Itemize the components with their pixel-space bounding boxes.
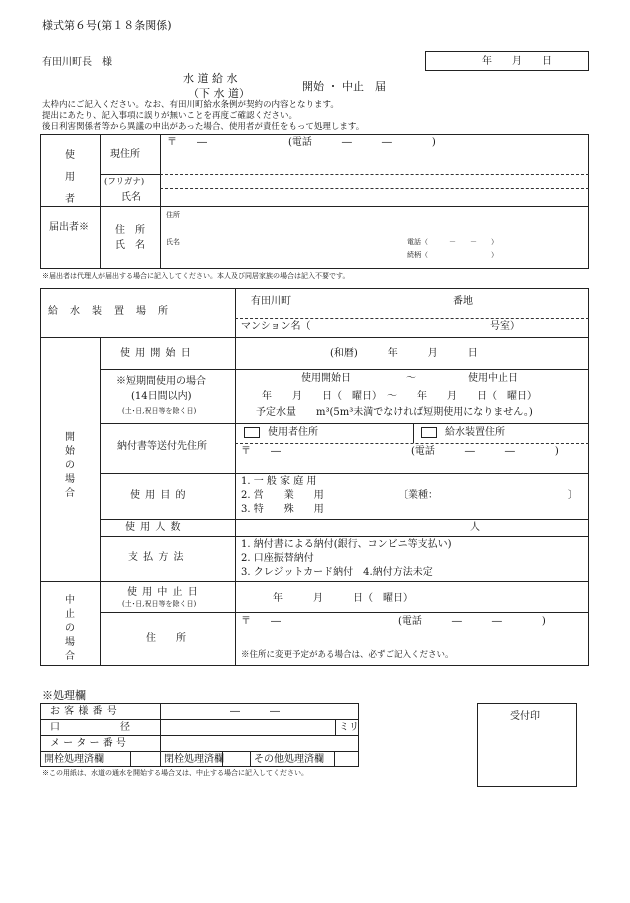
people-input[interactable] bbox=[236, 520, 466, 535]
date-placeholder: 年 月 日 bbox=[482, 56, 552, 67]
purpose-2[interactable]: 2. 営 業 用 bbox=[241, 490, 324, 501]
people-label: 使 用 人 数 bbox=[125, 522, 182, 533]
purpose-2-close: 〕 bbox=[568, 490, 578, 501]
bill-address-input[interactable] bbox=[236, 459, 588, 472]
people-unit: 人 bbox=[470, 522, 480, 533]
stop-holiday-note: (土･日,祝日等を除く日) bbox=[122, 600, 197, 608]
filer-name-label: 氏 名 bbox=[115, 240, 145, 251]
start-holiday-note: (土･日,祝日等を除く日) bbox=[122, 407, 197, 415]
location-room: 号室） bbox=[490, 321, 520, 332]
opt-user-address: 使用者住所 bbox=[268, 427, 318, 438]
location-label: 給 水 装 置 場 所 bbox=[48, 306, 169, 317]
user-label: 使 用 者 bbox=[65, 150, 75, 205]
other-done-label: その他処理済欄 bbox=[254, 754, 324, 765]
location-mansion: マンション名（ bbox=[241, 321, 311, 332]
addressee: 有田川町長 様 bbox=[42, 57, 112, 68]
note-1: 太枠内にご記入ください。なお、有田川町給水条例が契約の内容となります。 bbox=[42, 100, 339, 110]
note-3: 後日利害関係者等から異議の申出があった場合、使用者が責任をもって処理します。 bbox=[42, 122, 365, 132]
title-sewer: （下 水 道） bbox=[188, 87, 250, 100]
stop-case-label: 中 止 の 場 合 bbox=[65, 595, 75, 662]
bill-to-label: 納付書等送付先住所 bbox=[117, 441, 207, 452]
filer-phone: 電話（ － － ） bbox=[407, 238, 498, 246]
user-name-label: 氏名 bbox=[121, 192, 141, 203]
volume-note: 予定水量 m³(5m³未満でなければ短期使用になりません。) bbox=[256, 407, 533, 418]
purpose-2-note: 〔業種： bbox=[398, 490, 438, 501]
user-phone-label: (電話 ― ― ) bbox=[288, 137, 436, 148]
payment-3[interactable]: 3. クレジットカード納付 4.納付方法未定 bbox=[241, 567, 433, 578]
short-tilde: ～ bbox=[406, 373, 416, 384]
user-address-input[interactable] bbox=[161, 150, 588, 172]
title-water-supply: 水 道 給 水 bbox=[183, 72, 238, 85]
meter-no-label: メ ー タ ー 番 号 bbox=[50, 738, 126, 749]
stop-date-value[interactable]: 年 月 日（ 曜日） bbox=[273, 593, 413, 604]
furigana-label: (フリガナ) bbox=[104, 177, 145, 187]
customer-no-label: お 客 様 番 号 bbox=[50, 706, 118, 717]
location-input[interactable] bbox=[236, 289, 588, 336]
customer-no-value[interactable]: ― ― bbox=[230, 706, 280, 717]
purpose-label: 使 用 目 的 bbox=[130, 490, 187, 501]
filer-input-area[interactable] bbox=[161, 207, 588, 268]
stop-postal-mark: 〒 ― bbox=[241, 616, 281, 627]
stop-address-input[interactable] bbox=[236, 630, 588, 646]
user-postal-mark: 〒 ― bbox=[167, 137, 207, 148]
furigana-input[interactable] bbox=[161, 175, 588, 187]
note-2: 提出にあたり、記入事項に誤りが無いことを再度ご確認ください。 bbox=[42, 111, 298, 121]
purpose-3[interactable]: 3. 特 殊 用 bbox=[241, 504, 324, 515]
stop-phone-label: (電話 ― ― ) bbox=[398, 616, 546, 627]
date-field[interactable] bbox=[425, 51, 589, 71]
bill-postal-mark: 〒 ― bbox=[241, 446, 281, 457]
bill-phone-label: (電話 ― ― ) bbox=[411, 446, 559, 457]
reception-stamp-label: 受付印 bbox=[510, 711, 540, 722]
filer-relation: 続柄（ ） bbox=[407, 251, 498, 259]
start-date-label: 使 用 開 始 日 bbox=[120, 348, 192, 359]
short-start-label: 使用開始日 bbox=[301, 373, 351, 384]
filer-footnote: ※届出者は代理人が届出する場合に記入してください。本人及び同居家族の場合は記入不要です。 bbox=[42, 272, 350, 280]
purpose-1[interactable]: 1. 一 般 家 庭 用 bbox=[241, 476, 317, 487]
location-banchi: 番地 bbox=[453, 296, 473, 307]
open-done-label: 開栓処理済欄 bbox=[44, 754, 104, 765]
start-case-label: 開 始 の 場 合 bbox=[65, 432, 75, 499]
processing-title: ※処理欄 bbox=[42, 689, 86, 702]
payment-2[interactable]: 2. 口座振替納付 bbox=[241, 553, 314, 564]
short-range-row[interactable]: 年 月 日（ 曜日） ～ 年 月 日（ 曜日） bbox=[262, 391, 537, 402]
mm-label: ミリ bbox=[339, 722, 359, 733]
processing-footnote: ※この用紙は、水道の通水を開始する場合又は、中止する場合に記入してください。 bbox=[42, 769, 308, 777]
current-address-label: 現住所 bbox=[110, 149, 140, 160]
short-term-label: ※短期間使用の場合 bbox=[116, 376, 206, 387]
short-term-sub: (14日間以内) bbox=[131, 391, 192, 402]
stop-address-label: 住 所 bbox=[146, 633, 186, 644]
form-number: 様式第６号(第１８条関係) bbox=[42, 19, 172, 32]
filer-label: 届出者※ bbox=[49, 222, 89, 233]
stop-date-label: 使 用 中 止 日 bbox=[127, 587, 199, 598]
filer-small-address: 住所 bbox=[166, 211, 180, 219]
device-address-checkbox[interactable] bbox=[421, 427, 437, 438]
reception-stamp-box bbox=[477, 703, 577, 787]
start-date-value[interactable]: (和暦) 年 月 日 bbox=[330, 348, 478, 359]
short-end-label: 使用中止日 bbox=[468, 373, 518, 384]
close-done-label: 閉栓処理済欄 bbox=[164, 754, 224, 765]
payment-label: 支 払 方 法 bbox=[128, 552, 185, 563]
opt-device-address: 給水装置住所 bbox=[445, 427, 505, 438]
diameter-label: 口 径 bbox=[50, 722, 130, 733]
stop-address-note: ※住所に変更予定がある場合は、必ずご記入ください。 bbox=[241, 650, 454, 660]
user-address-checkbox[interactable] bbox=[244, 427, 260, 438]
filer-small-name: 氏名 bbox=[166, 238, 180, 246]
payment-1[interactable]: 1. 納付書による納付(銀行、コンビニ等支払い) bbox=[241, 539, 452, 550]
location-town: 有田川町 bbox=[251, 296, 291, 307]
user-name-input[interactable] bbox=[161, 189, 588, 205]
title-start-stop: 開始 ・ 中止 届 bbox=[302, 80, 386, 93]
filer-address-label: 住 所 bbox=[115, 225, 145, 236]
